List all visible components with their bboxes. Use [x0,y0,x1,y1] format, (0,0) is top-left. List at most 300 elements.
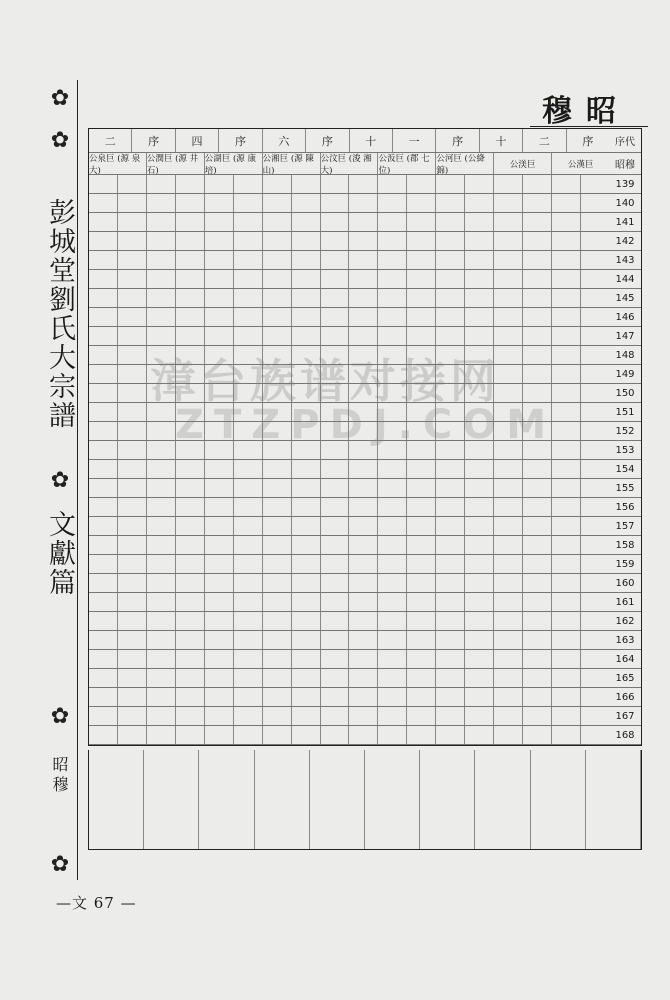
table-cell [118,612,147,630]
table-cell [147,232,176,250]
table-cell [407,194,436,212]
table-row [89,669,641,688]
table-cell [523,194,552,212]
table-cell [147,669,176,687]
table-cell [523,213,552,231]
generation-number: 143 [615,254,635,266]
table-cell [523,688,552,706]
table-cell [378,498,407,516]
table-cell [292,593,321,611]
table-cell [263,232,292,250]
table-cell [552,707,581,725]
table-cell [523,498,552,516]
table-cell [494,650,523,668]
heading-rule [530,126,648,127]
flower-ornament-icon: ✿ [50,468,70,493]
table-cell [234,479,263,497]
generation-number: 164 [615,653,635,665]
table-cell [581,213,609,231]
table-cell [378,574,407,592]
table-cell [176,631,205,649]
table-cell [263,194,292,212]
table-cell [89,688,118,706]
table-row [89,650,641,669]
table-cell [321,213,350,231]
table-cell [378,612,407,630]
table-cell [581,536,609,554]
table-cell [581,194,609,212]
table-cell [523,346,552,364]
table-cell [523,536,552,554]
table-cell [205,460,234,478]
table-cell [378,289,407,307]
table-cell [407,612,436,630]
table-cell [465,308,494,326]
generation-subheader: 昭穆 [615,160,635,171]
table-cell [205,194,234,212]
table-cell [234,555,263,573]
table-cell [581,346,609,364]
table-cell [523,669,552,687]
generation-number: 163 [615,634,635,646]
table-cell [407,175,436,193]
table-cell [118,403,147,421]
table-cell [234,593,263,611]
table-cell [349,289,378,307]
note-column [255,750,310,849]
table-cell [292,175,321,193]
table-cell [89,536,118,554]
table-cell [581,726,609,744]
table-cell [407,669,436,687]
ancestor-cell: 公汶巨 (浚 湘大) [321,153,379,174]
header-cell: 序 [436,129,479,152]
table-cell [349,669,378,687]
table-cell [292,574,321,592]
note-column [420,750,475,849]
ancestor-cell: 公潤巨 (源 井石) [147,153,205,174]
table-cell [494,555,523,573]
table-cell [349,498,378,516]
table-cell [494,707,523,725]
table-cell [436,175,465,193]
table-cell [205,213,234,231]
table-cell [234,707,263,725]
table-cell [234,536,263,554]
table-cell [234,574,263,592]
table-cell [552,612,581,630]
table-cell [552,175,581,193]
table-cell [118,574,147,592]
table-cell [436,327,465,345]
table-cell [552,726,581,744]
flower-ornament-icon: ✿ [50,704,70,729]
table-cell [176,650,205,668]
table-cell [349,574,378,592]
table-cell [89,422,118,440]
table-cell [552,479,581,497]
table-cell [552,327,581,345]
table-cell [407,213,436,231]
subsection-title: 昭穆 [50,756,69,796]
table-cell [89,669,118,687]
table-cell [321,707,350,725]
table-cell [292,251,321,269]
table-cell [147,270,176,288]
table-cell [205,232,234,250]
table-cell [234,270,263,288]
generation-number: 142 [615,235,635,247]
table-cell [205,707,234,725]
table-cell [407,498,436,516]
table-cell [407,327,436,345]
generation-number: 153 [615,444,635,456]
watermark-text: 漳台族谱对接网 [150,354,500,408]
header-cell: 十 [480,129,523,152]
table-cell [234,308,263,326]
table-cell [581,631,609,649]
table-cell [176,175,205,193]
table-cell [552,555,581,573]
table-cell [407,232,436,250]
table-cell [494,574,523,592]
table-cell [89,555,118,573]
table-cell [407,631,436,649]
table-cell [147,251,176,269]
table-cell [378,232,407,250]
note-column [310,750,365,849]
table-cell [263,650,292,668]
table-cell [263,270,292,288]
table-cell [552,631,581,649]
section-title: 文獻篇 [44,510,75,597]
generation-number: 152 [615,425,635,437]
table-cell [292,289,321,307]
table-cell [407,460,436,478]
table-cell [176,517,205,535]
table-cell [118,460,147,478]
table-cell [89,270,118,288]
table-cell [407,479,436,497]
table-cell [234,669,263,687]
table-cell [292,631,321,649]
table-cell [263,289,292,307]
table-cell [176,669,205,687]
table-cell [89,346,118,364]
generation-number: 151 [615,406,635,418]
table-cell [436,460,465,478]
table-cell [176,479,205,497]
table-row [89,308,641,327]
table-cell [89,251,118,269]
table-cell [118,251,147,269]
table-cell [321,688,350,706]
table-cell [292,232,321,250]
page-number: —文 67 — [56,894,137,912]
table-cell [581,327,609,345]
table-cell [581,365,609,383]
table-cell [205,270,234,288]
table-cell [407,555,436,573]
table-cell [321,479,350,497]
table-cell [552,194,581,212]
table-cell [581,669,609,687]
table-cell [321,270,350,288]
table-cell [349,175,378,193]
table-cell [465,631,494,649]
table-cell [118,726,147,744]
table-cell [292,498,321,516]
table-cell [147,650,176,668]
table-cell [147,460,176,478]
table-cell [378,631,407,649]
table-cell [349,479,378,497]
table-cell [176,251,205,269]
table-cell [494,631,523,649]
table-cell [234,327,263,345]
table-cell [407,536,436,554]
table-row [89,612,641,631]
table-cell [465,669,494,687]
table-cell [378,650,407,668]
table-cell [234,612,263,630]
table-cell [205,251,234,269]
table-cell [552,270,581,288]
note-column [199,750,254,849]
table-cell [176,574,205,592]
table-cell [465,232,494,250]
table-row [89,289,641,308]
table-cell [234,517,263,535]
table-cell [465,460,494,478]
table-cell [494,688,523,706]
table-cell [263,517,292,535]
table-notes [88,750,642,850]
table-cell [436,555,465,573]
table-cell [89,707,118,725]
table-cell [465,726,494,744]
table-cell [321,555,350,573]
table-cell [407,289,436,307]
table-cell [465,593,494,611]
table-cell [349,327,378,345]
table-cell [292,688,321,706]
ancestor-cell: 公汳巨 (郡 七位) [378,153,436,174]
table-cell [147,612,176,630]
table-cell [523,650,552,668]
generation-number: 154 [615,463,635,475]
table-cell [147,441,176,459]
table-cell [436,232,465,250]
table-cell [147,175,176,193]
table-cell [349,213,378,231]
table-cell [176,270,205,288]
table-cell [89,631,118,649]
table-cell [436,517,465,535]
table-cell [321,460,350,478]
table-cell [436,536,465,554]
table-cell [147,574,176,592]
table-cell [494,232,523,250]
table-cell [436,688,465,706]
table-row [89,536,641,555]
table-cell [465,289,494,307]
table-cell [407,574,436,592]
table-cell [321,251,350,269]
table-row [89,232,641,251]
table-cell [465,251,494,269]
table-cell [147,536,176,554]
generation-number: 146 [615,311,635,323]
table-cell [89,384,118,402]
table-cell [552,498,581,516]
table-cell [89,612,118,630]
table-cell [436,726,465,744]
table-cell [89,479,118,497]
table-cell [263,631,292,649]
generation-number: 167 [615,710,635,722]
generation-number: 147 [615,330,635,342]
table-cell [494,270,523,288]
ancestor-cell: 公湖巨 (源 康培) [205,153,263,174]
generation-number: 150 [615,387,635,399]
table-cell [349,232,378,250]
table-cell [147,555,176,573]
table-cell [552,289,581,307]
table-cell [378,555,407,573]
table-cell [118,327,147,345]
table-cell [321,289,350,307]
table-cell [407,517,436,535]
table-cell [436,574,465,592]
table-cell [89,213,118,231]
header-cell: 序 [219,129,262,152]
table-cell [263,251,292,269]
table-cell [407,593,436,611]
table-cell [465,213,494,231]
table-cell [205,498,234,516]
table-cell [552,536,581,554]
table-cell [523,707,552,725]
table-cell [436,194,465,212]
table-cell [349,555,378,573]
table-cell [147,213,176,231]
table-cell [552,346,581,364]
table-cell [378,270,407,288]
table-cell [436,251,465,269]
table-cell [523,289,552,307]
table-cell [494,194,523,212]
table-cell [176,555,205,573]
table-cell [552,365,581,383]
table-cell [89,517,118,535]
table-cell [118,422,147,440]
table-cell [436,612,465,630]
table-cell [118,593,147,611]
table-cell [436,498,465,516]
table-cell [494,213,523,231]
table-cell [176,289,205,307]
table-cell [378,175,407,193]
table-cell [205,612,234,630]
table-cell [234,498,263,516]
table-cell [176,726,205,744]
table-cell [321,669,350,687]
table-cell [205,593,234,611]
table-cell [494,175,523,193]
flower-ornament-icon: ✿ [50,852,70,877]
table-cell [523,555,552,573]
table-cell [465,612,494,630]
table-cell [378,593,407,611]
table-cell [147,707,176,725]
table-cell [465,536,494,554]
table-cell [205,327,234,345]
table-cell [118,479,147,497]
table-row [89,688,641,707]
table-cell [407,270,436,288]
table-cell [118,536,147,554]
table-cell [147,726,176,744]
table-row [89,498,641,517]
table-cell [523,593,552,611]
table-cell [205,536,234,554]
table-cell [581,441,609,459]
note-column [365,750,420,849]
table-cell [552,232,581,250]
note-column [89,750,144,849]
table-cell [465,707,494,725]
generation-header: 序代 [615,137,635,148]
table-cell [176,498,205,516]
table-cell [581,650,609,668]
table-cell [436,479,465,497]
table-cell [552,422,581,440]
table-cell [349,707,378,725]
table-cell [263,574,292,592]
generation-number: 157 [615,520,635,532]
table-cell [176,460,205,478]
table-cell [292,308,321,326]
table-cell [378,327,407,345]
table-cell [118,707,147,725]
table-cell [436,213,465,231]
table-cell [321,726,350,744]
table-cell [263,669,292,687]
table-cell [581,403,609,421]
table-cell [494,460,523,478]
ancestor-cell: 公河巨 (公絳錦) [436,153,494,174]
table-cell [292,194,321,212]
header-cell: 二 [523,129,566,152]
table-cell [118,384,147,402]
table-cell [581,498,609,516]
note-column [586,750,641,849]
table-cell [378,517,407,535]
book-title: 彭城堂劉氏大宗譜 [44,198,75,430]
table-cell [523,270,552,288]
table-cell [552,308,581,326]
table-cell [321,574,350,592]
table-cell [436,308,465,326]
table-cell [378,213,407,231]
table-cell [436,289,465,307]
table-cell [205,650,234,668]
table-cell [89,403,118,421]
table-cell [89,593,118,611]
table-cell [292,270,321,288]
table-cell [465,574,494,592]
